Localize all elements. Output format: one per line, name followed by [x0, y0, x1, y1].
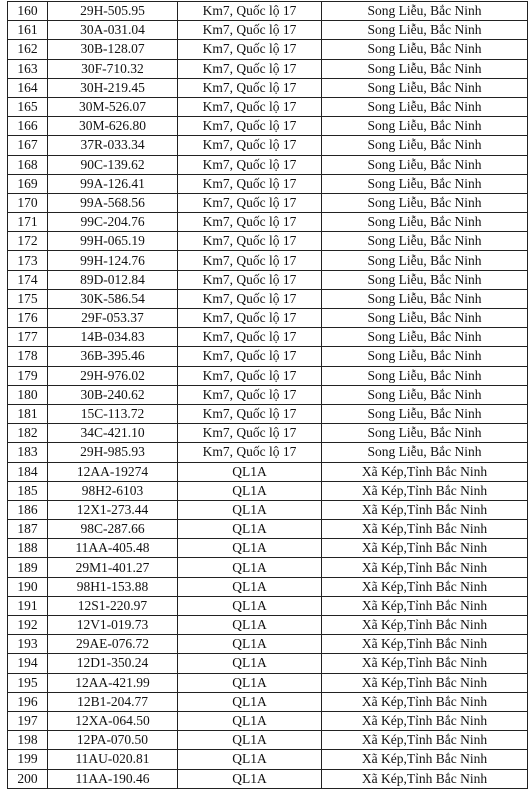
license-plate-cell: 99C-204.76 [48, 213, 178, 232]
license-plate-cell: 29M1-401.27 [48, 558, 178, 577]
row-number-cell: 194 [8, 654, 48, 673]
table-row [8, 577, 528, 596]
violation-location-cell: Km7, Quốc lộ 17 [178, 404, 322, 423]
row-number-cell: 195 [8, 673, 48, 692]
row-number-cell: 182 [8, 424, 48, 443]
license-plate-cell: 11AA-190.46 [48, 769, 178, 788]
address-cell: Song Liễu, Bắc Ninh [322, 328, 528, 347]
license-plate-cell: 98H2-6103 [48, 481, 178, 500]
address-cell: Xã Kép,Tỉnh Bắc Ninh [322, 635, 528, 654]
violation-location-cell: Km7, Quốc lộ 17 [178, 155, 322, 174]
license-plate-cell: 29AE-076.72 [48, 635, 178, 654]
violation-location-cell: QL1A [178, 654, 322, 673]
license-plate-cell: 34C-421.10 [48, 424, 178, 443]
row-number-cell: 187 [8, 520, 48, 539]
license-plate-cell: 12D1-350.24 [48, 654, 178, 673]
license-plate-cell: 98C-287.66 [48, 520, 178, 539]
license-plate-cell: 12XA-064.50 [48, 711, 178, 730]
violation-location-cell: Km7, Quốc lộ 17 [178, 174, 322, 193]
violation-location-cell: QL1A [178, 596, 322, 615]
address-cell: Song Liễu, Bắc Ninh [322, 117, 528, 136]
address-cell: Song Liễu, Bắc Ninh [322, 21, 528, 40]
table-row [8, 481, 528, 500]
violation-location-cell: Km7, Quốc lộ 17 [178, 289, 322, 308]
row-number-cell: 162 [8, 40, 48, 59]
address-cell: Song Liễu, Bắc Ninh [322, 174, 528, 193]
violations-table [7, 1, 528, 789]
table-row [8, 59, 528, 78]
address-cell: Song Liễu, Bắc Ninh [322, 78, 528, 97]
row-number-cell: 185 [8, 481, 48, 500]
row-number-cell: 197 [8, 711, 48, 730]
license-plate-cell: 98H1-153.88 [48, 577, 178, 596]
address-cell: Song Liễu, Bắc Ninh [322, 40, 528, 59]
address-cell: Song Liễu, Bắc Ninh [322, 193, 528, 212]
address-cell: Song Liễu, Bắc Ninh [322, 385, 528, 404]
row-number-cell: 163 [8, 59, 48, 78]
address-cell: Song Liễu, Bắc Ninh [322, 347, 528, 366]
address-cell: Xã Kép,Tỉnh Bắc Ninh [322, 616, 528, 635]
row-number-cell: 164 [8, 78, 48, 97]
violation-location-cell: QL1A [178, 539, 322, 558]
table-row [8, 616, 528, 635]
row-number-cell: 180 [8, 385, 48, 404]
address-cell: Song Liễu, Bắc Ninh [322, 309, 528, 328]
address-cell: Xã Kép,Tỉnh Bắc Ninh [322, 654, 528, 673]
violation-location-cell: QL1A [178, 731, 322, 750]
table-row [8, 520, 528, 539]
violation-location-cell: QL1A [178, 462, 322, 481]
violation-location-cell: Km7, Quốc lộ 17 [178, 385, 322, 404]
table-row [8, 21, 528, 40]
violation-location-cell: QL1A [178, 769, 322, 788]
table-row [8, 635, 528, 654]
row-number-cell: 186 [8, 500, 48, 519]
row-number-cell: 181 [8, 404, 48, 423]
table-row [8, 309, 528, 328]
table-row [8, 711, 528, 730]
violation-location-cell: Km7, Quốc lộ 17 [178, 2, 322, 21]
violation-location-cell: Km7, Quốc lộ 17 [178, 40, 322, 59]
violation-location-cell: Km7, Quốc lộ 17 [178, 59, 322, 78]
table-row [8, 97, 528, 116]
license-plate-cell: 29H-985.93 [48, 443, 178, 462]
violation-location-cell: Km7, Quốc lộ 17 [178, 309, 322, 328]
table-row [8, 289, 528, 308]
address-cell: Xã Kép,Tỉnh Bắc Ninh [322, 539, 528, 558]
license-plate-cell: 30M-526.07 [48, 97, 178, 116]
address-cell: Song Liễu, Bắc Ninh [322, 136, 528, 155]
violation-location-cell: QL1A [178, 616, 322, 635]
row-number-cell: 199 [8, 750, 48, 769]
license-plate-cell: 29H-505.95 [48, 2, 178, 21]
table-row [8, 769, 528, 788]
table-row [8, 692, 528, 711]
license-plate-cell: 30K-586.54 [48, 289, 178, 308]
row-number-cell: 200 [8, 769, 48, 788]
violation-location-cell: QL1A [178, 673, 322, 692]
license-plate-cell: 12PA-070.50 [48, 731, 178, 750]
violation-location-cell: Km7, Quốc lộ 17 [178, 443, 322, 462]
license-plate-cell: 15C-113.72 [48, 404, 178, 423]
table-row [8, 193, 528, 212]
address-cell: Xã Kép,Tỉnh Bắc Ninh [322, 731, 528, 750]
license-plate-cell: 12S1-220.97 [48, 596, 178, 615]
license-plate-cell: 14B-034.83 [48, 328, 178, 347]
address-cell: Xã Kép,Tỉnh Bắc Ninh [322, 500, 528, 519]
table-row [8, 366, 528, 385]
license-plate-cell: 29H-976.02 [48, 366, 178, 385]
address-cell: Song Liễu, Bắc Ninh [322, 59, 528, 78]
license-plate-cell: 30B-128.07 [48, 40, 178, 59]
license-plate-cell: 12AA-421.99 [48, 673, 178, 692]
violation-location-cell: QL1A [178, 500, 322, 519]
table-row [8, 385, 528, 404]
violation-location-cell: Km7, Quốc lộ 17 [178, 232, 322, 251]
table-row [8, 232, 528, 251]
table-row [8, 500, 528, 519]
violation-location-cell: QL1A [178, 520, 322, 539]
address-cell: Xã Kép,Tỉnh Bắc Ninh [322, 673, 528, 692]
row-number-cell: 169 [8, 174, 48, 193]
license-plate-cell: 99A-568.56 [48, 193, 178, 212]
license-plate-cell: 30F-710.32 [48, 59, 178, 78]
violation-location-cell: QL1A [178, 692, 322, 711]
license-plate-cell: 12B1-204.77 [48, 692, 178, 711]
row-number-cell: 196 [8, 692, 48, 711]
address-cell: Song Liễu, Bắc Ninh [322, 404, 528, 423]
address-cell: Song Liễu, Bắc Ninh [322, 443, 528, 462]
table-row [8, 270, 528, 289]
license-plate-cell: 11AU-020.81 [48, 750, 178, 769]
address-cell: Xã Kép,Tỉnh Bắc Ninh [322, 481, 528, 500]
license-plate-cell: 37R-033.34 [48, 136, 178, 155]
row-number-cell: 173 [8, 251, 48, 270]
row-number-cell: 192 [8, 616, 48, 635]
license-plate-cell: 12AA-19274 [48, 462, 178, 481]
address-cell: Xã Kép,Tỉnh Bắc Ninh [322, 692, 528, 711]
row-number-cell: 176 [8, 309, 48, 328]
table-row [8, 40, 528, 59]
row-number-cell: 171 [8, 213, 48, 232]
row-number-cell: 174 [8, 270, 48, 289]
table-row [8, 174, 528, 193]
address-cell: Song Liễu, Bắc Ninh [322, 232, 528, 251]
license-plate-cell: 99H-124.76 [48, 251, 178, 270]
license-plate-cell: 90C-139.62 [48, 155, 178, 174]
license-plate-cell: 29F-053.37 [48, 309, 178, 328]
address-cell: Xã Kép,Tỉnh Bắc Ninh [322, 462, 528, 481]
violation-location-cell: QL1A [178, 558, 322, 577]
violation-location-cell: Km7, Quốc lộ 17 [178, 117, 322, 136]
violation-location-cell: QL1A [178, 481, 322, 500]
violation-location-cell: Km7, Quốc lộ 17 [178, 424, 322, 443]
address-cell: Song Liễu, Bắc Ninh [322, 270, 528, 289]
address-cell: Xã Kép,Tỉnh Bắc Ninh [322, 769, 528, 788]
address-cell: Song Liễu, Bắc Ninh [322, 366, 528, 385]
table-row [8, 347, 528, 366]
table-row [8, 2, 528, 21]
table-row [8, 443, 528, 462]
row-number-cell: 172 [8, 232, 48, 251]
row-number-cell: 167 [8, 136, 48, 155]
license-plate-cell: 36B-395.46 [48, 347, 178, 366]
address-cell: Xã Kép,Tỉnh Bắc Ninh [322, 520, 528, 539]
license-plate-cell: 99A-126.41 [48, 174, 178, 193]
table-body [8, 2, 528, 789]
address-cell: Xã Kép,Tỉnh Bắc Ninh [322, 711, 528, 730]
row-number-cell: 175 [8, 289, 48, 308]
address-cell: Song Liễu, Bắc Ninh [322, 213, 528, 232]
address-cell: Song Liễu, Bắc Ninh [322, 289, 528, 308]
row-number-cell: 183 [8, 443, 48, 462]
violation-location-cell: Km7, Quốc lộ 17 [178, 97, 322, 116]
table-row [8, 462, 528, 481]
address-cell: Xã Kép,Tỉnh Bắc Ninh [322, 750, 528, 769]
violation-location-cell: Km7, Quốc lộ 17 [178, 347, 322, 366]
row-number-cell: 178 [8, 347, 48, 366]
table-row [8, 117, 528, 136]
table-row [8, 654, 528, 673]
license-plate-cell: 12X1-273.44 [48, 500, 178, 519]
license-plate-cell: 99H-065.19 [48, 232, 178, 251]
address-cell: Xã Kép,Tỉnh Bắc Ninh [322, 596, 528, 615]
license-plate-cell: 30M-626.80 [48, 117, 178, 136]
table-row [8, 78, 528, 97]
row-number-cell: 179 [8, 366, 48, 385]
violation-location-cell: QL1A [178, 711, 322, 730]
table-row [8, 424, 528, 443]
document-page [7, 1, 527, 789]
address-cell: Song Liễu, Bắc Ninh [322, 2, 528, 21]
table-row [8, 136, 528, 155]
violation-location-cell: Km7, Quốc lộ 17 [178, 213, 322, 232]
table-row [8, 731, 528, 750]
table-row [8, 251, 528, 270]
violation-location-cell: Km7, Quốc lộ 17 [178, 270, 322, 289]
row-number-cell: 168 [8, 155, 48, 174]
violation-location-cell: QL1A [178, 750, 322, 769]
license-plate-cell: 11AA-405.48 [48, 539, 178, 558]
violation-location-cell: Km7, Quốc lộ 17 [178, 78, 322, 97]
table-row [8, 558, 528, 577]
table-row [8, 596, 528, 615]
address-cell: Song Liễu, Bắc Ninh [322, 251, 528, 270]
row-number-cell: 177 [8, 328, 48, 347]
violation-location-cell: Km7, Quốc lộ 17 [178, 328, 322, 347]
row-number-cell: 198 [8, 731, 48, 750]
row-number-cell: 191 [8, 596, 48, 615]
row-number-cell: 166 [8, 117, 48, 136]
row-number-cell: 189 [8, 558, 48, 577]
row-number-cell: 193 [8, 635, 48, 654]
violation-location-cell: Km7, Quốc lộ 17 [178, 136, 322, 155]
violation-location-cell: QL1A [178, 635, 322, 654]
table-row [8, 404, 528, 423]
license-plate-cell: 12V1-019.73 [48, 616, 178, 635]
row-number-cell: 190 [8, 577, 48, 596]
address-cell: Song Liễu, Bắc Ninh [322, 155, 528, 174]
violation-location-cell: QL1A [178, 577, 322, 596]
address-cell: Song Liễu, Bắc Ninh [322, 424, 528, 443]
table-row [8, 539, 528, 558]
violation-location-cell: Km7, Quốc lộ 17 [178, 21, 322, 40]
row-number-cell: 170 [8, 193, 48, 212]
table-row [8, 213, 528, 232]
license-plate-cell: 89D-012.84 [48, 270, 178, 289]
address-cell: Song Liễu, Bắc Ninh [322, 97, 528, 116]
violation-location-cell: Km7, Quốc lộ 17 [178, 366, 322, 385]
row-number-cell: 160 [8, 2, 48, 21]
row-number-cell: 188 [8, 539, 48, 558]
violation-location-cell: Km7, Quốc lộ 17 [178, 251, 322, 270]
table-row [8, 750, 528, 769]
row-number-cell: 161 [8, 21, 48, 40]
license-plate-cell: 30B-240.62 [48, 385, 178, 404]
row-number-cell: 165 [8, 97, 48, 116]
table-row [8, 328, 528, 347]
table-row [8, 155, 528, 174]
table-row [8, 673, 528, 692]
row-number-cell: 184 [8, 462, 48, 481]
license-plate-cell: 30A-031.04 [48, 21, 178, 40]
address-cell: Xã Kép,Tỉnh Bắc Ninh [322, 558, 528, 577]
violation-location-cell: Km7, Quốc lộ 17 [178, 193, 322, 212]
license-plate-cell: 30H-219.45 [48, 78, 178, 97]
address-cell: Xã Kép,Tỉnh Bắc Ninh [322, 577, 528, 596]
